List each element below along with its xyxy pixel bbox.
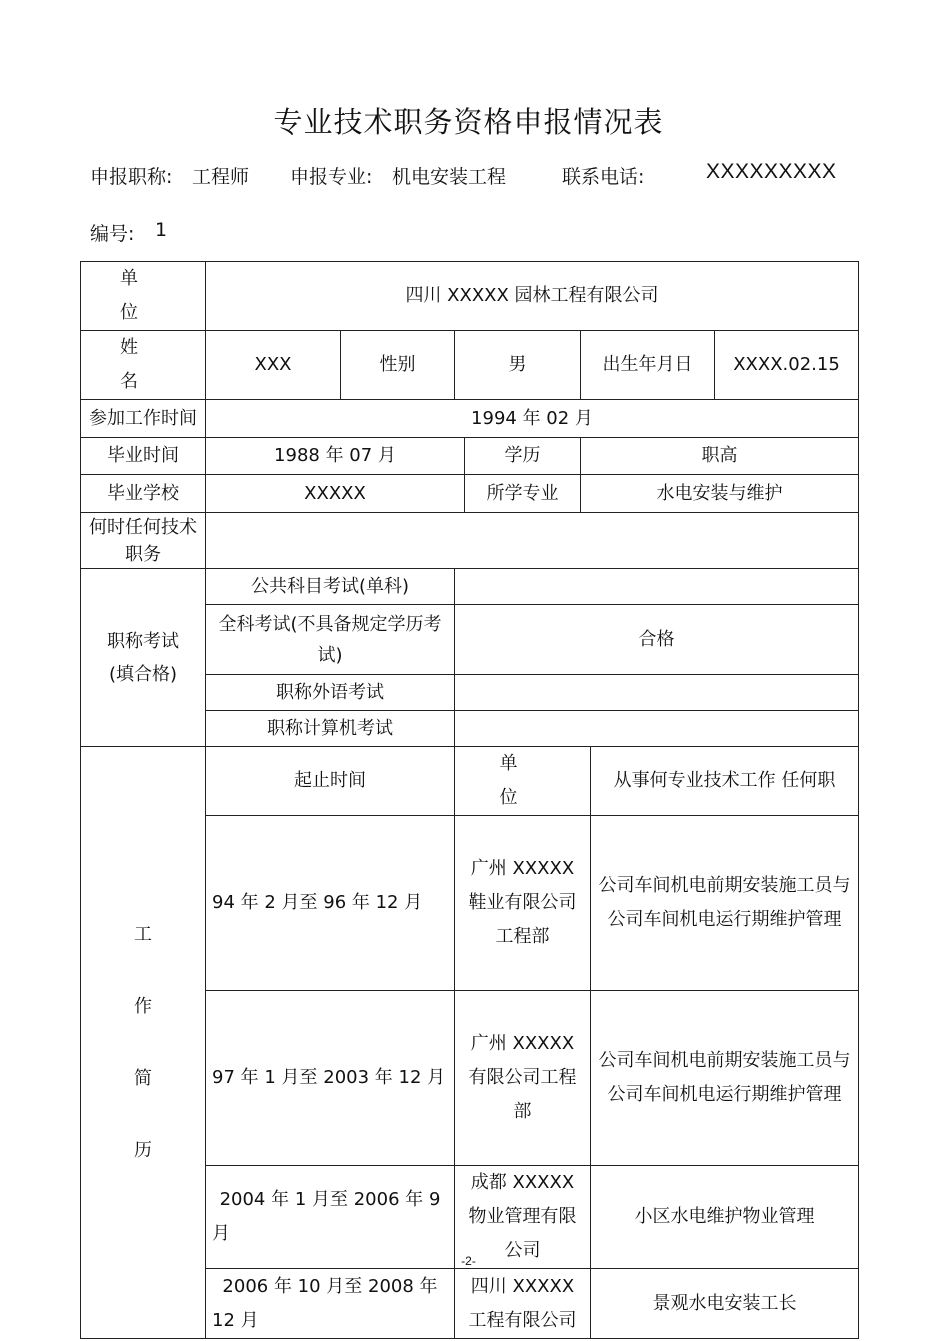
work-start-label: 参加工作时间 <box>81 400 206 438</box>
resume-time: 2004 年 1 月至 2006 年 9 月 <box>206 1166 455 1269</box>
resume-unit: 广州 XXXXX 鞋业有限公司工程部 <box>455 816 591 991</box>
application-table <box>80 261 859 1339</box>
phone-value: XXXXXXXXX <box>706 160 837 183</box>
birth-label: 出生年月日 <box>581 331 715 400</box>
resume-unit: 广州 XXXXX 有限公司工程部 <box>455 991 591 1166</box>
education-label: 学历 <box>465 438 581 475</box>
resume-time: 94 年 2 月至 96 年 12 月 <box>206 816 455 991</box>
name-value: XXX <box>206 331 341 400</box>
major-value-cell: 水电安装与维护 <box>581 475 859 513</box>
exam-computer-label: 职称计算机考试 <box>206 711 455 747</box>
resume-head-role: 从事何专业技术工作 任何职 <box>591 747 859 816</box>
gender-value: 男 <box>455 331 581 400</box>
table-row <box>81 400 859 438</box>
phone-label: 联系电话: <box>562 166 645 188</box>
gender-label: 性别 <box>341 331 455 400</box>
exam-label: 职称考试 (填合格) <box>81 569 206 747</box>
table-row <box>81 331 859 400</box>
page-number: -2- <box>461 1254 476 1268</box>
resume-head-time: 起止时间 <box>206 747 455 816</box>
resume-unit: 成都 XXXXX 物业管理有限公司 <box>455 1166 591 1269</box>
school-value: XXXXX <box>206 475 465 513</box>
table-row <box>81 747 859 816</box>
resume-time: 2006 年 10 月至 2008 年 12 月 <box>206 1269 455 1339</box>
table-row <box>81 569 859 605</box>
resume-role: 景观水电安装工长 <box>591 1269 859 1339</box>
work-start-value: 1994 年 02 月 <box>206 400 859 438</box>
grad-time-value: 1988 年 07 月 <box>206 438 465 475</box>
table-row <box>81 513 859 569</box>
page-title: 专业技术职务资格申报情况表 <box>273 105 664 139</box>
unit-label: 单 位 <box>81 262 206 331</box>
table-row <box>81 438 859 475</box>
title-label: 申报职称: <box>90 166 173 188</box>
resume-role: 公司车间机电前期安装施工员与公司车间机电运行期维护管理 <box>591 816 859 991</box>
resume-time: 97 年 1 月至 2003 年 12 月 <box>206 991 455 1166</box>
resume-role: 公司车间机电前期安装施工员与公司车间机电运行期维护管理 <box>591 991 859 1166</box>
resume-label: 工 作 简 历 <box>81 747 206 1339</box>
tech-post-label: 何时任何技术职务 <box>81 513 206 569</box>
exam-foreign-label: 职称外语考试 <box>206 675 455 711</box>
exam-public-label: 公共科目考试(单科) <box>206 569 455 605</box>
table-row <box>81 475 859 513</box>
birth-value: XXXX.02.15 <box>715 331 859 400</box>
grad-time-label: 毕业时间 <box>81 438 206 475</box>
resume-role: 小区水电维护物业管理 <box>591 1166 859 1269</box>
school-label: 毕业学校 <box>81 475 206 513</box>
number-label: 编号: <box>90 223 135 245</box>
major-label-cell: 所学专业 <box>465 475 581 513</box>
exam-public-value <box>455 569 859 605</box>
exam-full-value: 合格 <box>455 605 859 675</box>
major-value: 机电安装工程 <box>392 166 507 188</box>
number-value: 1 <box>155 219 168 241</box>
table-row <box>81 262 859 331</box>
exam-computer-value <box>455 711 859 747</box>
title-value: 工程师 <box>192 166 250 188</box>
exam-full-label: 全科考试(不具备规定学历考试) <box>206 605 455 675</box>
resume-unit: 四川 XXXXX 工程有限公司 <box>455 1269 591 1339</box>
education-value: 职高 <box>581 438 859 475</box>
unit-value: 四川 XXXXX 园林工程有限公司 <box>206 262 859 331</box>
major-label: 申报专业: <box>290 166 373 188</box>
tech-post-value <box>206 513 859 569</box>
exam-foreign-value <box>455 675 859 711</box>
name-label: 姓 名 <box>81 331 206 400</box>
resume-head-unit: 单 位 <box>455 747 591 816</box>
